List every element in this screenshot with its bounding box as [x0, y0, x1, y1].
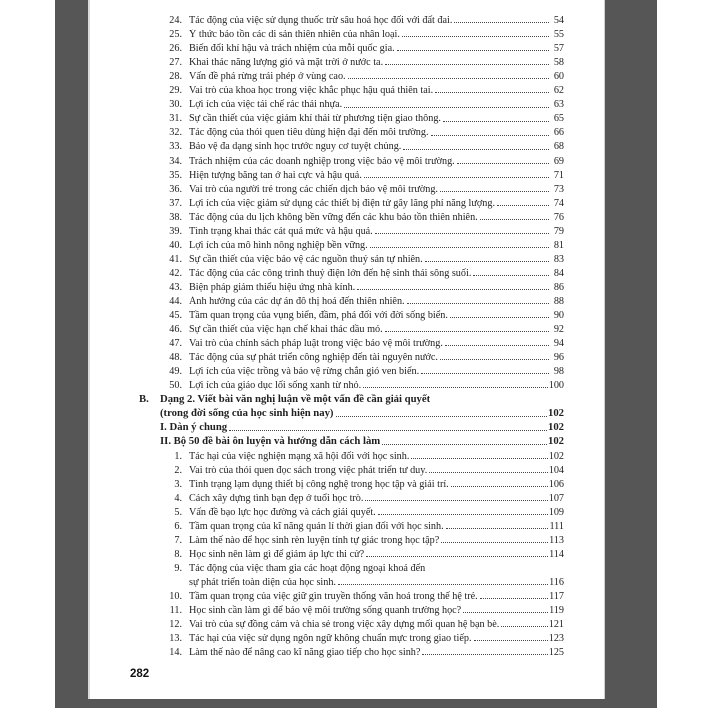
- dot-leader: [454, 22, 549, 23]
- table-of-contents: [139, 12, 564, 659]
- toc-item-number: 5.: [174, 506, 182, 518]
- toc-item-title: Khai thác năng lượng gió và mặt trời ở nước ta.: [189, 57, 384, 69]
- toc-item-number: 38.: [169, 211, 182, 223]
- toc-item-title: Lợi ích của giáo dục lối sống xanh từ nhỏ.: [189, 380, 362, 392]
- toc-item-page: 71: [553, 169, 564, 181]
- toc-row: [157, 265, 564, 279]
- toc-row: [157, 630, 564, 644]
- dot-leader: [364, 177, 549, 178]
- toc-item-title: Tác động của các công trình thuỷ điện lớn đến hệ sinh thái sông suối.: [189, 267, 472, 279]
- dot-leader: [411, 458, 547, 459]
- book-page: [88, 0, 605, 699]
- toc-item-title: Vai trò của khoa học trong việc khắc phục hậu quả thiên tai.: [189, 85, 434, 97]
- toc-item-title: Vai trò của chính sách pháp luật trong việc bảo vệ môi trường.: [189, 338, 443, 350]
- toc-row: [157, 54, 564, 68]
- toc-item-title: Tác động của việc tham gia các hoạt động ngoại khoá đến: [189, 562, 426, 574]
- toc-item-title: Trách nhiệm của các doanh nghiệp trong việc bảo vệ môi trường.: [189, 155, 455, 167]
- toc-item-number: 24.: [169, 15, 182, 27]
- toc-item-page: 58: [553, 57, 564, 69]
- dot-leader: [365, 500, 547, 501]
- toc-item-title: Sự cần thiết của việc giảm khí thải từ phương tiện giao thông.: [189, 113, 441, 125]
- toc-row: [157, 490, 564, 504]
- toc-row: [157, 476, 564, 490]
- toc-row: [157, 237, 564, 251]
- toc-item-page: 81: [553, 239, 564, 251]
- subsection-ii-title: II. Bộ 50 đề bài ôn luyện và hướng dẫn cách làm: [160, 435, 381, 448]
- toc-row: [157, 644, 564, 658]
- toc-item-page: 76: [553, 211, 564, 223]
- toc-row: [157, 588, 564, 602]
- toc-item-title: Làm thế nào để học sinh rèn luyện tính tự giác trong học tập?: [189, 534, 440, 546]
- dot-leader: [445, 345, 549, 346]
- dot-leader: [425, 261, 549, 262]
- toc-item-page: 121: [548, 619, 564, 631]
- dot-leader: [497, 205, 549, 206]
- toc-row: [157, 181, 564, 195]
- toc-item-title: Tác động của du lịch không bền vững đến các khu bảo tồn thiên nhiên.: [189, 211, 478, 223]
- toc-item-page: 73: [553, 183, 564, 195]
- toc-item-number: 28.: [169, 71, 182, 83]
- toc-item-title: Hiện tượng băng tan ở hai cực và hậu quả.: [189, 169, 362, 181]
- toc-item-title: Tác động của sự phát triển công nghiệp đến tài nguyên nước.: [189, 352, 438, 364]
- dot-leader: [366, 556, 548, 557]
- toc-item-number: 35.: [169, 169, 182, 181]
- toc-row: [157, 167, 564, 181]
- toc-item-title: Sự cần thiết của việc bảo vệ các nguồn thuỷ sản tự nhiên.: [189, 253, 423, 265]
- dot-leader: [357, 289, 549, 290]
- toc-item-title: Tầm quan trọng của kĩ năng quản lí thời gian đối với học sinh.: [189, 520, 444, 532]
- toc-row: [157, 602, 564, 616]
- toc-item-page: 92: [553, 324, 564, 336]
- toc-row: [157, 546, 564, 560]
- toc-item-page: 111: [549, 520, 564, 532]
- dot-leader: [344, 107, 549, 108]
- toc-item-page: 100: [548, 380, 564, 392]
- toc-item-number: 1.: [174, 450, 182, 462]
- toc-item-title: Biến đổi khí hậu và trách nhiệm của mỗi quốc gia.: [189, 43, 395, 55]
- subsection-ii-page: 102: [547, 435, 564, 448]
- toc-item-page: 117: [549, 590, 564, 602]
- toc-row: [157, 560, 564, 574]
- toc-row: [157, 377, 564, 391]
- toc-item-title: Vấn đề bạo lực học đường và cách giải quyết.: [189, 506, 376, 518]
- dot-leader: [385, 64, 549, 65]
- subsection-i-title: I. Dàn ý chung: [160, 421, 228, 434]
- toc-item-title: Vai trò của thói quen đọc sách trong việc phát triển tư duy.: [189, 464, 428, 476]
- toc-row: [157, 574, 564, 588]
- toc-item-page: 96: [553, 352, 564, 364]
- toc-item-page: 104: [548, 464, 564, 476]
- dot-leader: [338, 584, 548, 585]
- dot-leader: [382, 444, 547, 445]
- dot-leader: [443, 121, 549, 122]
- toc-item-number: 7.: [174, 534, 182, 546]
- toc-item-number: 6.: [174, 520, 182, 532]
- toc-item-number: 43.: [169, 281, 182, 293]
- toc-item-title: Lợi ích của việc giảm sử dụng các thiết bị điện tử gây lãng phí năng lượng.: [189, 197, 496, 209]
- toc-item-number: 42.: [169, 267, 182, 279]
- toc-item-number: 39.: [169, 225, 182, 237]
- toc-item-title: Tình trạng khai thác cát quá mức và hậu quả.: [189, 225, 373, 237]
- toc-item-number: 9.: [174, 562, 182, 574]
- dot-leader: [348, 78, 549, 79]
- dot-leader: [370, 247, 549, 248]
- dot-leader: [385, 331, 549, 332]
- toc-row: [157, 82, 564, 96]
- toc-row: [157, 209, 564, 223]
- toc-item-title: Học sinh cần làm gì để bảo vệ môi trường sống quanh trường học?: [189, 605, 462, 617]
- dot-leader: [407, 303, 549, 304]
- toc-item-page: 114: [549, 548, 564, 560]
- toc-item-title: Học sinh nên làm gì để giảm áp lực thi cử?: [189, 548, 365, 560]
- toc-item-title: Biện pháp giảm thiểu hiệu ứng nhà kính.: [189, 281, 356, 293]
- toc-item-title: Vai trò của sự đồng cảm và chia sẻ trong việc xây dựng mối quan hệ bạn bè.: [189, 619, 500, 631]
- toc-item-title: Lợi ích của mô hình nông nghiệp bền vững.: [189, 239, 368, 251]
- dot-leader: [446, 528, 549, 529]
- toc-item-number: 2.: [174, 464, 182, 476]
- toc-item-number: 29.: [169, 85, 182, 97]
- toc-item-number: 3.: [174, 478, 182, 490]
- toc-item-title: Sự cần thiết của việc hạn chế khai thác dầu mỏ.: [189, 324, 383, 336]
- section-b-title-line2: (trong đời sống của học sinh hiện nay): [160, 407, 334, 420]
- toc-item-page: 90: [553, 310, 564, 322]
- toc-row: [157, 462, 564, 476]
- section-b-page: 102: [547, 407, 564, 420]
- toc-item-number: 4.: [174, 492, 182, 504]
- toc-row: [139, 391, 564, 405]
- toc-item-number: 44.: [169, 295, 182, 307]
- section-b-label: B.: [139, 393, 149, 406]
- toc-item-number: 27.: [169, 57, 182, 69]
- dot-leader: [480, 598, 548, 599]
- toc-row: [157, 616, 564, 630]
- toc-item-title: Bảo vệ đa dạng sinh học trước nguy cơ tuyệt chủng.: [189, 141, 402, 153]
- toc-row: [157, 307, 564, 321]
- toc-item-page: 102: [548, 450, 564, 462]
- toc-item-title: Ý thức bảo tồn các di sản thiên nhiên của nhân loại.: [189, 29, 400, 41]
- toc-item-page: 63: [553, 99, 564, 111]
- dot-leader: [441, 542, 548, 543]
- toc-item-number: 46.: [169, 324, 182, 336]
- toc-item-number: 8.: [174, 548, 182, 560]
- dot-leader: [435, 92, 549, 93]
- toc-item-page: 65: [553, 113, 564, 125]
- toc-item-number: 14.: [169, 647, 182, 659]
- toc-item-number: 40.: [169, 239, 182, 251]
- toc-item-number: 26.: [169, 43, 182, 55]
- toc-item-page: 98: [553, 366, 564, 378]
- dot-leader: [451, 486, 548, 487]
- dot-leader: [422, 654, 547, 655]
- toc-item-number: 47.: [169, 338, 182, 350]
- toc-item-number: 31.: [169, 113, 182, 125]
- toc-item-number: 12.: [169, 619, 182, 631]
- toc-item-page: 119: [549, 605, 564, 617]
- toc-item-number: 36.: [169, 183, 182, 195]
- toc-item-page: 54: [553, 15, 564, 27]
- toc-row: [157, 195, 564, 209]
- toc-item-title: Vai trò của người trẻ trong các chiến dịch bảo vệ môi trường.: [189, 183, 438, 195]
- toc-row: [139, 433, 564, 447]
- toc-item-title: Lợi ích của việc tái chế rác thải nhựa.: [189, 99, 343, 111]
- dot-leader: [501, 626, 547, 627]
- toc-row: [157, 293, 564, 307]
- toc-item-page: 83: [553, 253, 564, 265]
- page-number: 282: [130, 668, 150, 680]
- toc-item-page: 84: [553, 267, 564, 279]
- toc-item-title: Làm thế nào để nâng cao kĩ năng giao tiếp cho học sinh?: [189, 647, 421, 659]
- toc-row: [139, 405, 564, 419]
- toc-item-number: 30.: [169, 99, 182, 111]
- toc-row: [157, 518, 564, 532]
- toc-item-title: Lợi ích của việc trồng và bảo vệ rừng chắn gió ven biển.: [189, 366, 420, 378]
- dot-leader: [440, 359, 549, 360]
- toc-row: [157, 40, 564, 54]
- toc-item-number: 10.: [169, 590, 182, 602]
- toc-item-title: Cách xây dựng tình bạn đẹp ở tuổi học trò.: [189, 492, 364, 504]
- toc-item-number: 48.: [169, 352, 182, 364]
- toc-item-title: Tình trạng lạm dụng thiết bị công nghệ trong học tập và giải trí.: [189, 478, 449, 490]
- toc-item-page: 88: [553, 295, 564, 307]
- toc-row: [157, 363, 564, 377]
- dot-leader: [473, 275, 549, 276]
- toc-item-page: 113: [549, 534, 564, 546]
- toc-item-number: 49.: [169, 366, 182, 378]
- toc-item-number: 37.: [169, 197, 182, 209]
- toc-item-title: Tác hại của việc nghiện mạng xã hội đối với học sinh.: [189, 450, 410, 462]
- dot-leader: [450, 317, 549, 318]
- toc-item-page: 79: [553, 225, 564, 237]
- toc-item-page: 68: [553, 141, 564, 153]
- toc-row: [157, 251, 564, 265]
- toc-item-number: 41.: [169, 253, 182, 265]
- dot-leader: [397, 50, 549, 51]
- toc-row: [157, 504, 564, 518]
- dot-leader: [463, 612, 548, 613]
- dot-leader: [429, 472, 547, 473]
- dot-leader: [375, 233, 549, 234]
- toc-item-title: Tác động của việc sử dụng thuốc trừ sâu hoá học đối với đất đai.: [189, 15, 453, 27]
- toc-item-page: 62: [553, 85, 564, 97]
- toc-item-number: 11.: [169, 605, 182, 617]
- dot-leader: [474, 640, 548, 641]
- toc-item-title: Tác động của thói quen tiêu dùng hiện đại đến môi trường.: [189, 127, 429, 139]
- toc-item-page: 60: [553, 71, 564, 83]
- toc-item-page: 109: [548, 506, 564, 518]
- dot-leader: [402, 36, 549, 37]
- dot-leader: [421, 373, 549, 374]
- subsection-i-page: 102: [547, 421, 564, 434]
- dot-leader: [378, 514, 548, 515]
- toc-item-page: 123: [548, 633, 564, 645]
- dot-leader: [431, 135, 549, 136]
- section-b-title: Dạng 2. Viết bài văn nghị luận về một vấn đề cần giải quyết: [160, 393, 431, 406]
- toc-row: [157, 12, 564, 26]
- toc-item-title: Tầm quan trọng của việc giữ gìn truyền thống văn hoá trong thế hệ trẻ.: [189, 590, 478, 602]
- toc-row: [157, 532, 564, 546]
- toc-item-page: 74: [553, 197, 564, 209]
- toc-row: [157, 349, 564, 363]
- toc-item-number: 45.: [169, 310, 182, 322]
- dot-leader: [403, 149, 549, 150]
- toc-item-page: 66: [553, 127, 564, 139]
- toc-row: [157, 321, 564, 335]
- dot-leader: [336, 416, 547, 417]
- toc-row: [157, 279, 564, 293]
- toc-item-page: 106: [548, 478, 564, 490]
- toc-item-title: Tác hại của việc sử dụng ngôn ngữ không chuẩn mực trong giao tiếp.: [189, 633, 472, 645]
- toc-item-number: 25.: [169, 29, 182, 41]
- toc-row: [157, 26, 564, 40]
- dot-leader: [457, 163, 549, 164]
- toc-item-number: 50.: [169, 380, 182, 392]
- toc-item-number: 34.: [169, 155, 182, 167]
- dot-leader: [363, 387, 548, 388]
- toc-row: [157, 335, 564, 349]
- toc-item-page: 107: [548, 492, 564, 504]
- dot-leader: [480, 219, 549, 220]
- toc-item-title: Tầm quan trọng của vụng biển, đầm, phá đối với đời sống biển.: [189, 310, 448, 322]
- toc-item-page: 69: [553, 155, 564, 167]
- toc-row: [157, 138, 564, 152]
- toc-row: [157, 96, 564, 110]
- dot-leader: [440, 191, 549, 192]
- toc-item-page: 125: [548, 647, 564, 659]
- toc-row: [157, 152, 564, 166]
- toc-item-page: 86: [553, 281, 564, 293]
- toc-item-number: 33.: [169, 141, 182, 153]
- toc-item-page: 94: [553, 338, 564, 350]
- dot-leader: [229, 430, 547, 431]
- toc-row: [157, 447, 564, 461]
- toc-row: [139, 419, 564, 433]
- toc-item-number: 13.: [169, 633, 182, 645]
- toc-item-number: 32.: [169, 127, 182, 139]
- toc-item-title: Vấn đề phá rừng trái phép ở vùng cao.: [189, 71, 346, 83]
- toc-item-title-continued: sự phát triển toàn diện của học sinh.: [189, 576, 336, 588]
- toc-item-page: 55: [553, 29, 564, 41]
- toc-item-page: 116: [549, 576, 564, 588]
- toc-row: [157, 223, 564, 237]
- toc-row: [157, 110, 564, 124]
- toc-item-title: Ảnh hưởng của các dự án đô thị hoá đến thiên nhiên.: [189, 295, 405, 307]
- toc-row: [157, 68, 564, 82]
- toc-row: [157, 124, 564, 138]
- toc-item-page: 57: [553, 43, 564, 55]
